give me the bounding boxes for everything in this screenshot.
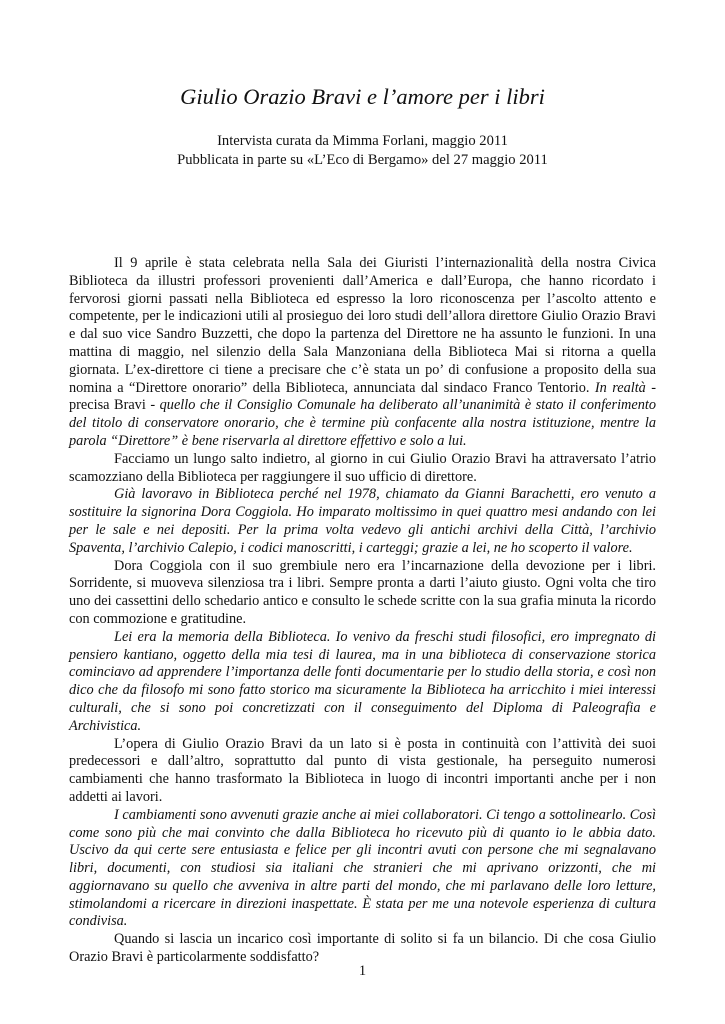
document-title: Giulio Orazio Bravi e l’amore per i libri bbox=[180, 84, 545, 109]
paragraph: Quando si lascia un incarico così importante di solito si fa un bilancio. Di che cosa Giulio Orazio Bravi è particolarmente soddisfatto? bbox=[69, 931, 656, 966]
subtitle-publication: Pubblicata in parte su «L’Eco di Bergamo» del 27 maggio 2011 bbox=[177, 152, 548, 168]
paragraph: Dora Coggiola con il suo grembiule nero era l’incarnazione della devozione per i libri. Sorridente, si muoveva silenziosa tra i libri. Sempre pronta a darti l’aiuto giusto. Ogni volta che tiro uno dei cassettini dello schedario antico e consulto le schede scritte con la sua grafia minuta la ricordo con commozione e gratitudine. bbox=[69, 557, 656, 627]
paragraph-quote: Lei era la memoria della Biblioteca. Io venivo da freschi studi filosofici, ero impregnato di pensiero kantiano, oggetto della mia tesi di laurea, ma in una biblioteca di conservazione storica cominciavo ad apprendere l’importanza delle fonti documentarie per lo studio della storia, e così non dico che da filosofo mi sono fatto storico ma sicuramente la Biblioteca ha arricchito i miei interessi culturali, che si sono poi concretizzati con il conseguimento del Diploma di Paleografia e Archivistica. bbox=[69, 628, 656, 734]
paragraph-quote: I cambiamenti sono avvenuti grazie anche ai miei collaboratori. Ci tengo a sottolinearlo. Così come sono più che mai convinto che dalla Biblioteca ho ricevuto più di quanto io le abbia dato. Uscivo da qui certe sere entusiasta e felice per gli incontri avuti con persone che mi segnalavano libri, documenti, con studiosi sia italiani che stranieri che mi aprivano orizzonti, che mi aggiornavano su quello che avveniva in altre parti del mondo, che mi parlavano delle loro letture, stimolandomi a ricercare in direzioni inaspettate. È stata per me una notevole esperienza di cultura condivisa. bbox=[69, 806, 656, 930]
paragraph-intro: Il 9 aprile è stata celebrata nella Sala dei Giuristi l’internazionalità della nostra Civica Biblioteca da illustri professori provenienti dall’America e dall’Europa, che hanno ricordato i fervorosi giorni passati nella Biblioteca ed espresso la loro riconoscenza per l’ascolto attento e competente, per le indicazioni utili al prosieguo dei loro studi dell’allora direttore Giulio Orazio Bravi e dal suo vice Sandro Buzzetti, che dopo la partenza del Direttore ne ha assunto le funzioni. In una mattina di maggio, nel silenzio della Sala Manzoniana della Biblioteca Mai si ritorna a quella giornata. L’ex-direttore ci tiene a precisare che c’è stata un po’ di confusione a proposito della sua nomina a “Direttore onorario” della Biblioteca, annunciata dal sindaco Franco Tentorio. In realtà - precisa Bravi - quello che il Consiglio Comunale ha deliberato all’unanimità è stato il conferimento del titolo di conservatore onorario, che è termine più confacente alla nostra istituzione, mentre la parola “Direttore” è bene riservarla al direttore effettivo e solo a lui. bbox=[69, 255, 656, 449]
paragraph: Facciamo un lungo salto indietro, al giorno in cui Giulio Orazio Bravi ha attraversato l’atrio scamozziano della Biblioteca per raggiungere il suo ufficio di direttore. bbox=[69, 450, 656, 485]
paragraph: L’opera di Giulio Orazio Bravi da un lato si è posta in continuità con l’attività dei suoi predecessori e dall’altro, soprattutto dal punto di vista gestionale, ha perseguito numerosi cambiamenti che hanno trasformato la Biblioteca in luogo di incontri importanti anche per i non addetti ai lavori. bbox=[69, 735, 656, 805]
article-body bbox=[69, 255, 656, 967]
page-number: 1 bbox=[358, 963, 367, 979]
paragraph-quote: Già lavoravo in Biblioteca perché nel 1978, chiamato da Gianni Barachetti, ero venuto a sostituire la signorina Dora Coggiola. Ho imparato moltissimo in quei quattro mesi andando con lei per le sale e nei depositi. Per la prima volta vedevo gli antichi archivi della Città, l’archivio Spaventa, l’archivio Calepio, i codici manoscritti, i carteggi; grazie a lei, ne ho scoperto il valore. bbox=[69, 486, 656, 556]
subtitle-interview: Intervista curata da Mimma Forlani, maggio 2011 bbox=[217, 133, 508, 149]
